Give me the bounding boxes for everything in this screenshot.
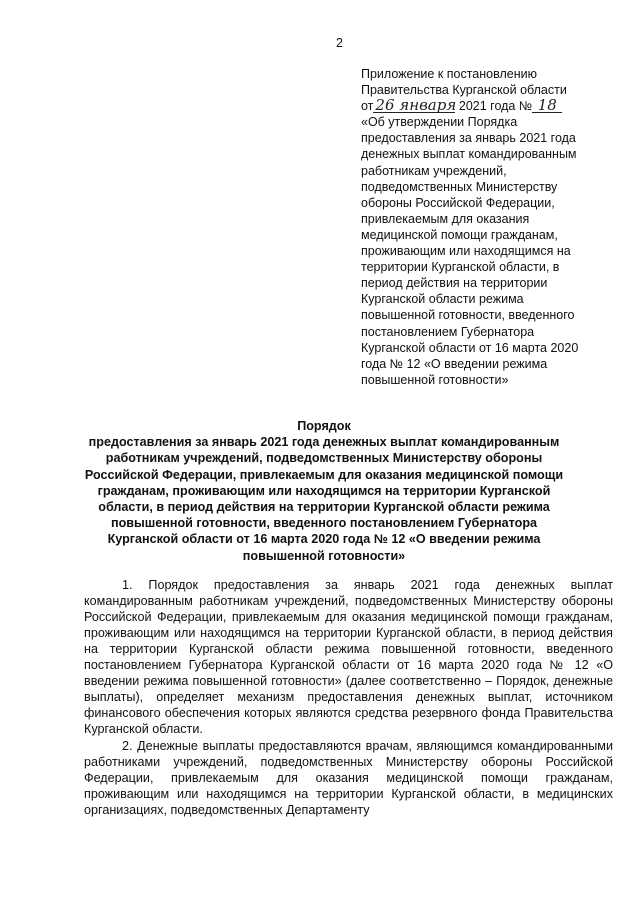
annex-date-suffix: 2021 года № bbox=[458, 99, 533, 114]
annex-header bbox=[361, 66, 613, 388]
page-number: 2 bbox=[336, 36, 343, 50]
annex-date-line bbox=[361, 98, 613, 114]
annex-resolution-title: «Об утверждении Порядка предоставления за январь 2021 года денежных выплат командированным работникам учреждений, подведомственных Министерству обороны Российской Федерации, привлекаемым для оказания медицинской помощи гражданам, проживающим или находящимся на территории Курганской области, в период действия на территории Курганской области режима повышенной готовности, введенного постановлением Губернатора Курганской области от 16 марта 2020 года № 12 «О введении режима повышенной готовности» bbox=[361, 115, 579, 387]
paragraph-2: 2. Денежные выплаты предоставляются врачам, являющимся командированными работниками учреждений, подведомственных Министерству обороны Российской Федерации, привлекаемым для оказания медицинской помощи гражданам, проживающим или находящимся на территории Курганской области, в медицинских организациях, подведомственных Департаменту bbox=[84, 739, 613, 817]
document-title-block bbox=[84, 418, 564, 564]
paragraph-1: 1. Порядок предоставления за январь 2021 года денежных выплат командированным работникам учреждений, подведомственных Министерству обороны Российской Федерации, привлекаемым для оказания медицинской помощи гражданам, проживающим или находящимся на территории Курганской области, в период действия на территории Курганской области режима повышенной готовности, введенного постановлением Губернатора Курганской области от 16 марта 2020 года № 12 «О введении режима повышенной готовности» (далее соответственно – Порядок, денежные выплаты), определяет механизм предоставления денежных выплат, источником финансового обеспечения которых являются средства резервного фонда Правительства Курганской области. bbox=[84, 578, 613, 736]
document-heading: Порядок bbox=[297, 419, 351, 433]
document-subtitle: предоставления за январь 2021 года денежных выплат командированным работникам учреждений, подведомственных Министерству обороны Российской Федерации, привлекаемым для оказания медицинской помощи гражданам, проживающим или находящимся на территории Курганской области, в период действия на территории Курганской области режима повышенной готовности, введенного постановлением Губернатора Курганской области от 16 марта 2020 года № 12 «О введении режима повышенной готовности» bbox=[84, 435, 564, 563]
annex-date-prefix: от bbox=[361, 99, 374, 114]
handwritten-date: 26 января bbox=[375, 96, 457, 115]
document-body bbox=[84, 577, 613, 819]
annex-line-2: Правительства Курганской области bbox=[361, 83, 567, 98]
handwritten-number: 18 bbox=[532, 98, 562, 113]
annex-line-1: Приложение к постановлению bbox=[361, 67, 537, 81]
